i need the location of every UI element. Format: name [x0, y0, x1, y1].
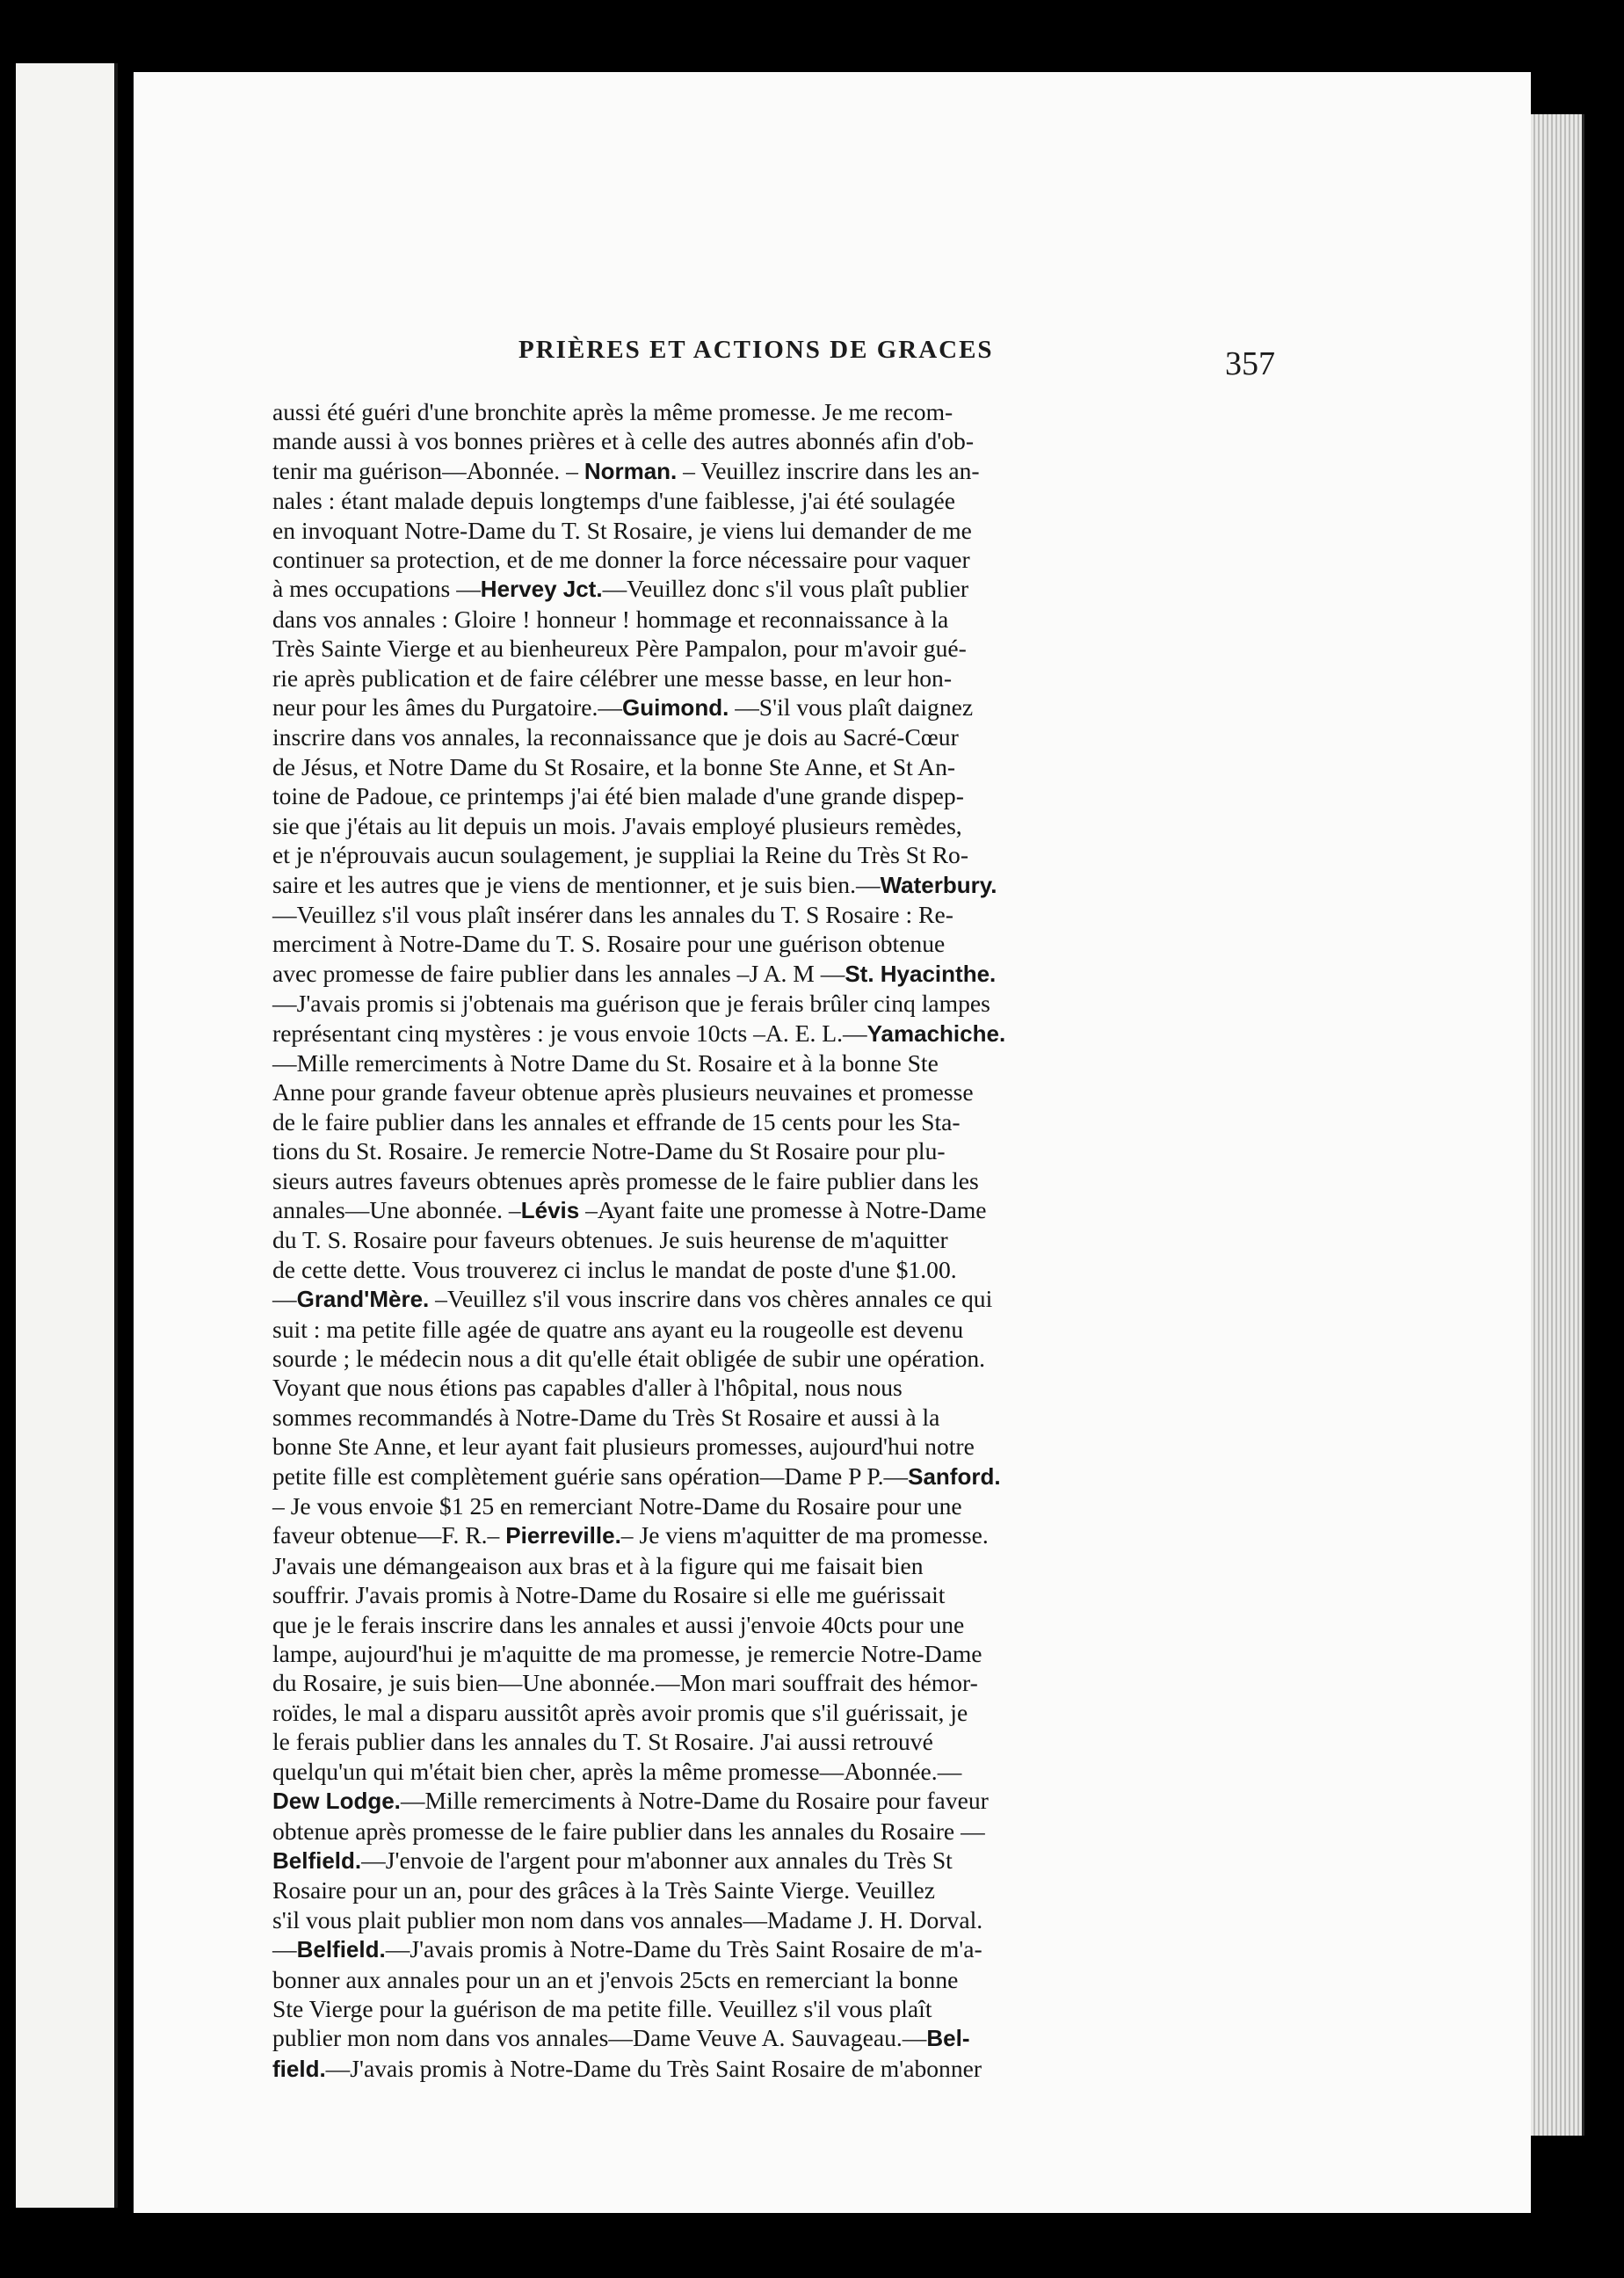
text-line [272, 1786, 1283, 1816]
text-line [272, 1846, 1283, 1875]
text-run: —Veuillez s'il vous plaît insérer dans les annales du T. S Rosaire : Re- [272, 900, 953, 928]
text-line [272, 1048, 1283, 1077]
text-run: annales—Une abonnée. – [272, 1195, 521, 1223]
text-line [272, 840, 1283, 869]
text-run: tions du St. Rosaire. Je remercie Notre-Dame du St Rosaire pour plu- [272, 1137, 946, 1165]
text-line [272, 1432, 1283, 1461]
text-line [272, 989, 1283, 1018]
text-run: de cette dette. Vous trouverez ci inclus le mandat de poste d'une $1.00. [272, 1255, 957, 1283]
text-run: faveur obtenue—F. R.– [272, 1521, 506, 1549]
text-line [272, 870, 1283, 900]
text-line [272, 1225, 1283, 1254]
text-run: nales : étant malade depuis longtemps d'une faiblesse, j'ai été soulagée [272, 487, 955, 515]
text-line [272, 693, 1283, 722]
text-line [272, 1315, 1283, 1344]
text-line [272, 1610, 1283, 1639]
text-run: Très Sainte Vierge et au bienheureux Père Pampalon, pour m'avoir gué- [272, 635, 967, 663]
text-run: —S'il vous plaît daignez [729, 693, 974, 722]
text-run: représentant cinq mystères : je vous envoie 10cts –A. E. L.— [272, 1019, 867, 1047]
place-name: Belfield. [296, 1936, 386, 1963]
text-run: –Veuillez s'il vous inscrire dans vos chères annales ce qui [429, 1285, 993, 1313]
text-run: et je n'éprouvais aucun soulagement, je suppliai la Reine du Très St Ro- [272, 841, 969, 869]
text-line [272, 781, 1283, 810]
text-line [272, 1817, 1283, 1846]
text-run: Rosaire pour un an, pour des grâces à la Très Sainte Vierge. Veuillez [272, 1876, 935, 1904]
text-line [272, 1520, 1283, 1550]
text-line [272, 1551, 1283, 1580]
text-line [272, 1698, 1283, 1727]
text-line [272, 1727, 1283, 1756]
text-line [272, 1284, 1283, 1314]
text-run: petite fille est complètement guérie sans opération—Dame P P.— [272, 1462, 909, 1490]
text-run: — [272, 1285, 297, 1313]
text-run: sieurs autres faveurs obtenues après promesse de le faire publier dans les [272, 1166, 979, 1194]
text-line [272, 1077, 1283, 1106]
text-line [272, 900, 1283, 929]
place-name: Waterbury. [880, 871, 997, 898]
place-name: field. [272, 2055, 326, 2082]
text-line [272, 605, 1283, 634]
place-name: Pierreville. [505, 1522, 621, 1549]
text-line [272, 1136, 1283, 1165]
text-run: dans vos annales : Gloire ! honneur ! hommage et reconnaissance à la [272, 605, 949, 633]
text-line [272, 1344, 1283, 1373]
text-run: —J'avais promis si j'obtenais ma guérison que je ferais brûler cinq lampes [272, 990, 990, 1018]
text-line [272, 722, 1283, 751]
place-name: St. Hyacinthe. [845, 960, 997, 987]
text-run: s'il vous plait publier mon nom dans vos annales—Madame J. H. Dorval. [272, 1905, 983, 1933]
text-line [272, 545, 1283, 574]
text-line [272, 634, 1283, 663]
text-run: continuer sa protection, et de me donner la force nécessaire pour vaquer [272, 546, 970, 574]
running-title: PRIÈRES ET ACTIONS DE GRACES [518, 336, 994, 364]
text-run: le ferais publier dans les annales du T. St Rosaire. J'ai aussi retrouvé [272, 1728, 933, 1756]
text-line [272, 1491, 1283, 1520]
text-line [272, 929, 1283, 958]
text-line [272, 486, 1283, 515]
text-run: Ste Vierge pour la guérison de ma petite fille. Veuillez s'il vous plaît [272, 1994, 932, 2022]
text-run: – Je vous envoie $1 25 en remerciant Notre-Dame du Rosaire pour une [272, 1492, 962, 1520]
place-name: Lévis [520, 1196, 580, 1223]
place-name: Grand'Mère. [296, 1286, 430, 1313]
text-line [272, 1757, 1283, 1786]
text-run: —Mille remerciments à Notre-Dame du Rosaire pour faveur [400, 1787, 989, 1815]
text-line [272, 1403, 1283, 1432]
place-name: Bel- [926, 2025, 970, 2052]
text-line [272, 1639, 1283, 1668]
left-page-edge [16, 63, 118, 2208]
text-line [272, 1668, 1283, 1697]
text-run: du Rosaire, je suis bien—Une abonnée.—Mon mari souffrait des hémor- [272, 1669, 978, 1697]
text-line [272, 959, 1283, 989]
text-run: de Jésus, et Notre Dame du St Rosaire, et la bonne Ste Anne, et St An- [272, 752, 956, 780]
text-run: —J'envoie de l'argent pour m'abonner aux annales du Très St [361, 1846, 953, 1874]
text-run: roïdes, le mal a disparu aussitôt après avoir promis que s'il guérissait, je [272, 1698, 968, 1726]
text-run: que je le ferais inscrire dans les annales et aussi j'envoie 40cts pour une [272, 1610, 965, 1638]
text-run: obtenue après promesse de le faire publier dans les annales du Rosaire — [272, 1817, 985, 1845]
text-line [272, 1580, 1283, 1609]
place-name: Hervey Jct. [480, 576, 603, 603]
text-run: —Veuillez donc s'il vous plaît publier [602, 575, 969, 603]
text-run: rie après publication et de faire célébrer une messe basse, en leur hon- [272, 664, 953, 692]
text-run: bonner aux annales pour un an et j'envois 25cts en remerciant la bonne [272, 1965, 959, 1993]
text-line [272, 1195, 1283, 1225]
text-line [272, 397, 1283, 426]
text-run: – Veuillez inscrire dans les an- [677, 456, 980, 484]
text-line [272, 426, 1283, 455]
place-name: Yamachiche. [866, 1019, 1006, 1047]
text-run: neur pour les âmes du Purgatoire.— [272, 693, 622, 722]
text-run: – Je viens m'aquitter de ma promesse. [620, 1521, 989, 1549]
text-run: sommes recommandés à Notre-Dame du Très St Rosaire et aussi à la [272, 1403, 940, 1431]
text-run: lampe, aujourd'hui je m'aquitte de ma promesse, je remercie Notre-Dame [272, 1640, 982, 1668]
text-run: Anne pour grande faveur obtenue après plusieurs neuvaines et promesse [272, 1078, 974, 1106]
text-run: avec promesse de faire publier dans les annales –J A. M — [272, 959, 845, 987]
text-run: inscrire dans vos annales, la reconnaissance que je dois au Sacré-Cœur [272, 723, 959, 751]
text-run: toine de Padoue, ce printemps j'ai été bien malade d'une grande dispep- [272, 782, 964, 810]
text-run: sourde ; le médecin nous a dit qu'elle était obligée de subir une opération. [272, 1345, 986, 1372]
text-run: —J'avais promis à Notre-Dame du Très Saint Rosaire de m'abonner [325, 2054, 982, 2082]
text-line [272, 1965, 1283, 1994]
text-line [272, 664, 1283, 693]
text-run: J'avais une démangeaison aux bras et à la figure qui me faisait bien [272, 1551, 924, 1579]
text-run: de le faire publier dans les annales et effrande de 15 cents pour les Sta- [272, 1107, 961, 1135]
text-line [272, 811, 1283, 840]
text-run: tenir ma guérison—Abonnée. – [272, 456, 584, 484]
text-run: suit : ma petite fille agée de quatre ans ayant eu la rougeolle est devenu [272, 1315, 964, 1343]
text-run: sie que j'étais au lit depuis un mois. J'avais employé plusieurs remèdes, [272, 811, 962, 839]
text-line [272, 1166, 1283, 1195]
text-line [272, 1934, 1283, 1964]
text-run: –Ayant faite une promesse à Notre-Dame [579, 1195, 987, 1223]
text-line [272, 516, 1283, 545]
body-text [272, 397, 1283, 2084]
text-run: publier mon nom dans vos annales—Dame Veuve A. Sauvageau.— [272, 2024, 927, 2052]
page-number: 357 [1225, 345, 1275, 382]
text-line [272, 2054, 1283, 2084]
text-run: en invoquant Notre-Dame du T. St Rosaire, je viens lui demander de me [272, 516, 972, 544]
place-name: Dew Lodge. [272, 1788, 401, 1815]
text-line [272, 1994, 1283, 2023]
text-run: quelqu'un qui m'était bien cher, après la même promesse—Abonnée.— [272, 1757, 962, 1785]
text-run: mande aussi à vos bonnes prières et à celle des autres abonnés afin d'ob- [272, 427, 975, 455]
place-name: Belfield. [272, 1846, 362, 1874]
text-run: souffrir. J'avais promis à Notre-Dame du Rosaire si elle me guérissait [272, 1581, 946, 1609]
text-line [272, 1875, 1283, 1904]
text-run: aussi été guéri d'une bronchite après la même promesse. Je me recom- [272, 398, 953, 425]
text-line [272, 2023, 1283, 2053]
text-line [272, 1462, 1283, 1491]
text-run: — [272, 1935, 297, 1963]
text-line [272, 1107, 1283, 1136]
place-name: Norman. [584, 457, 678, 484]
text-line [272, 1019, 1283, 1048]
text-line [272, 456, 1283, 486]
text-run: Voyant que nous étions pas capables d'aller à l'hôpital, nous nous [272, 1374, 903, 1402]
text-run: merciment à Notre-Dame du T. S. Rosaire pour une guérison obtenue [272, 930, 946, 958]
text-line [272, 1255, 1283, 1284]
text-run: à mes occupations — [272, 575, 481, 603]
page-stack-edge [1531, 114, 1584, 2136]
place-name: Guimond. [621, 694, 729, 722]
text-line [272, 1905, 1283, 1934]
text-run: bonne Ste Anne, et leur ayant fait plusieurs promesses, aujourd'hui notre [272, 1433, 975, 1461]
text-run: du T. S. Rosaire pour faveurs obtenues. Je suis heurense de m'aquitter [272, 1226, 948, 1254]
text-run: —Mille remerciments à Notre Dame du St. Rosaire et à la bonne Ste [272, 1048, 939, 1077]
place-name: Sanford. [908, 1462, 1001, 1490]
text-line [272, 752, 1283, 781]
text-line [272, 574, 1283, 604]
text-line [272, 1373, 1283, 1402]
text-run: saire et les autres que je viens de mentionner, et je suis bien.— [272, 870, 881, 898]
text-run: —J'avais promis à Notre-Dame du Très Saint Rosaire de m'a- [385, 1935, 982, 1963]
